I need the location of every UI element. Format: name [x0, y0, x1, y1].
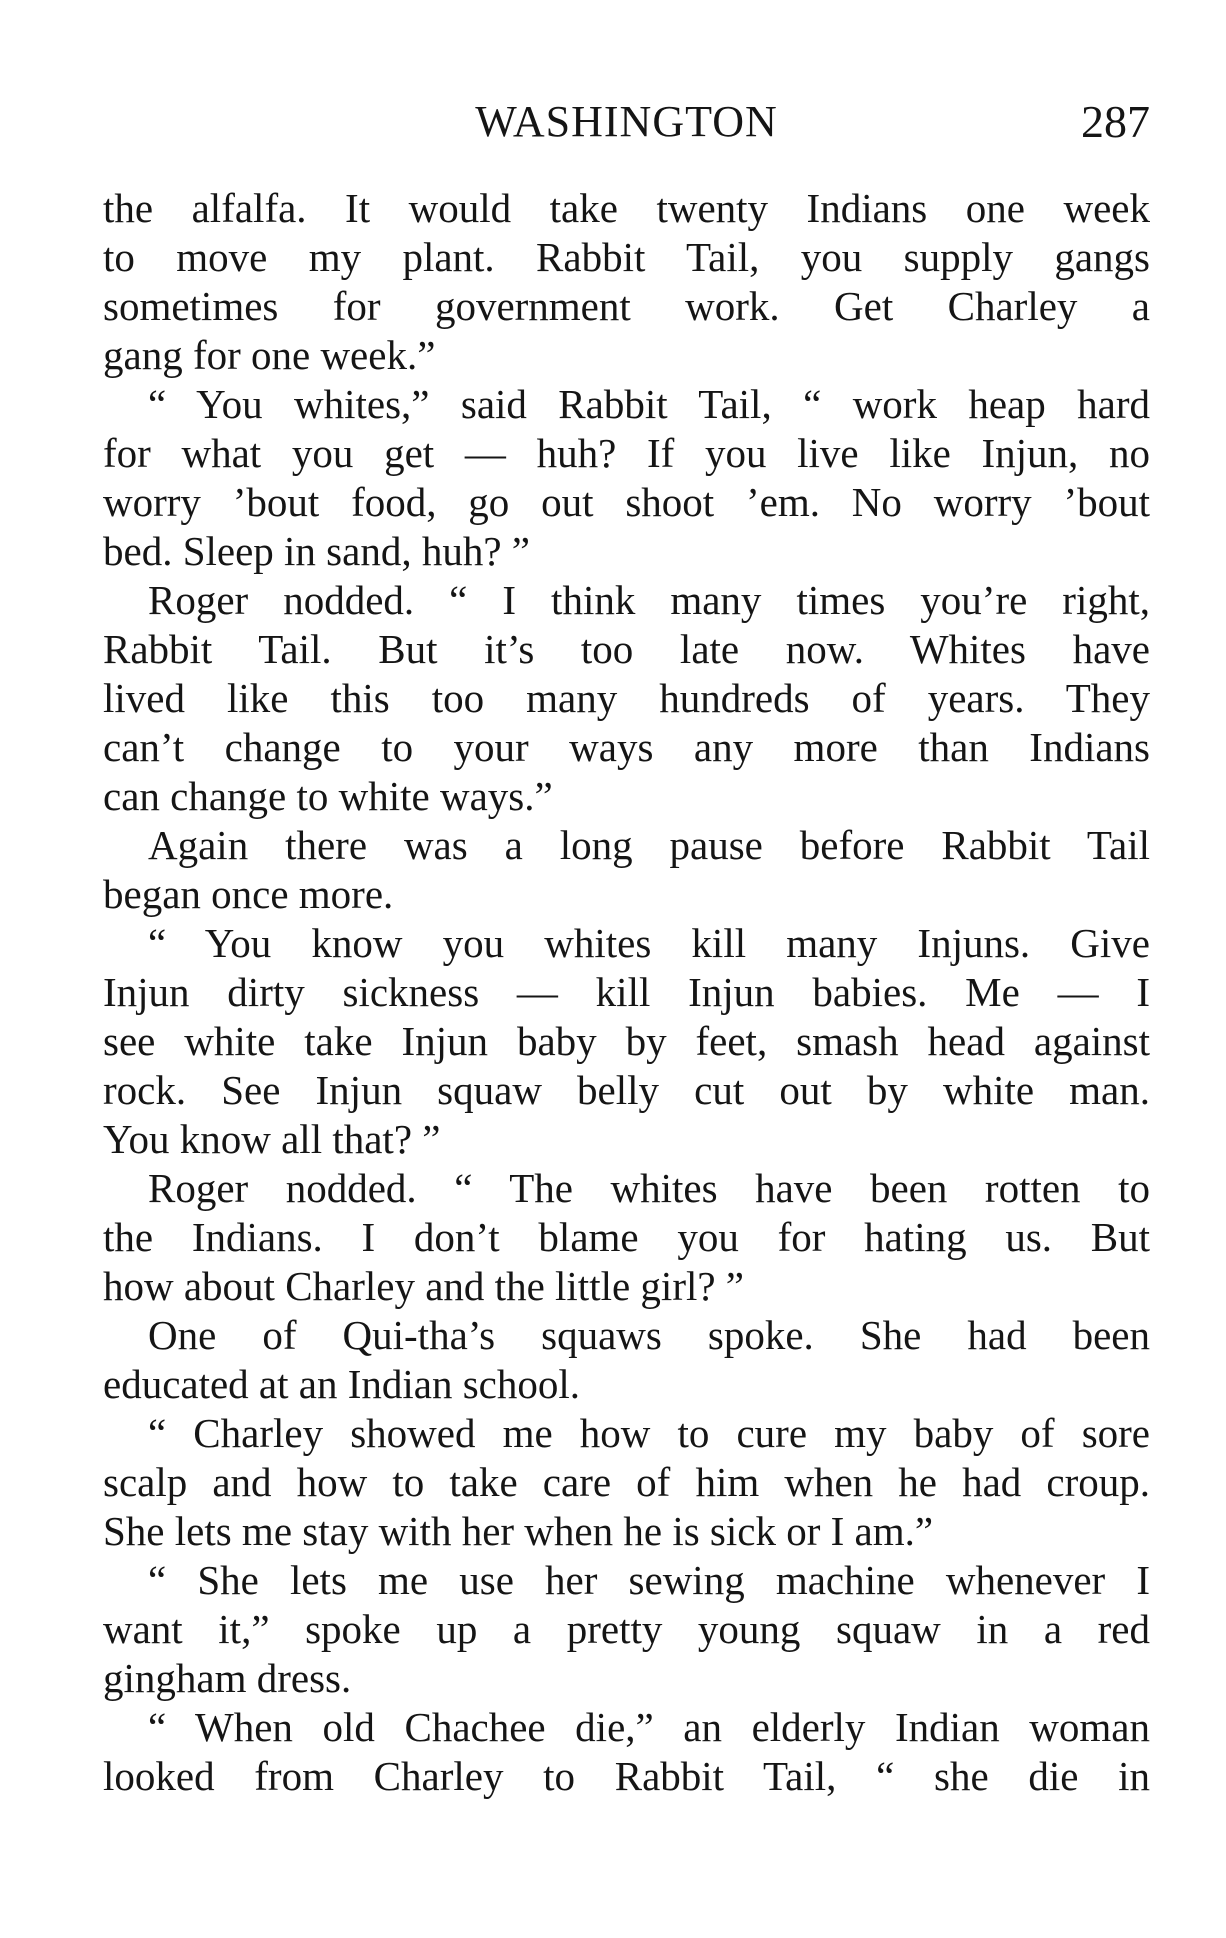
text-line: “ You know you whites kill many Injuns. Give	[148, 920, 1150, 966]
text-line: She lets me stay with her when he is sick or I am.”	[103, 1508, 934, 1554]
text-line: can change to white ways.”	[103, 773, 553, 819]
text-line: lived like this too many hundreds of years. They	[103, 675, 1150, 721]
text-line: sometimes for government work. Get Charley a	[103, 283, 1150, 329]
page-header	[103, 92, 1150, 152]
text-line: see white take Injun baby by feet, smash head against	[103, 1018, 1150, 1064]
text-line: began once more.	[103, 871, 394, 917]
text-line: the alfalfa. It would take twenty Indians one week	[103, 185, 1150, 231]
text-line: for what you get — huh? If you live like Injun, no	[103, 430, 1150, 476]
text-line: “ Charley showed me how to cure my baby of sore	[148, 1410, 1150, 1456]
text-line: Roger nodded. “ The whites have been rotten to	[148, 1165, 1150, 1211]
body-text	[103, 184, 1150, 1801]
text-line: “ She lets me use her sewing machine whenever I	[148, 1557, 1150, 1603]
text-line: Roger nodded. “ I think many times you’re right,	[148, 577, 1150, 623]
text-line: Again there was a long pause before Rabbit Tail	[148, 822, 1150, 868]
text-line: can’t change to your ways any more than Indians	[103, 724, 1150, 770]
text-line: “ When old Chachee die,” an elderly Indian woman	[148, 1704, 1150, 1750]
text-line: Rabbit Tail. But it’s too late now. Whites have	[103, 626, 1150, 672]
text-line: educated at an Indian school.	[103, 1361, 581, 1407]
running-title: WASHINGTON	[475, 97, 778, 146]
text-line: scalp and how to take care of him when he had croup.	[103, 1459, 1150, 1505]
text-line: looked from Charley to Rabbit Tail, “ she die in	[103, 1753, 1150, 1799]
text-line: rock. See Injun squaw belly cut out by white man.	[103, 1067, 1150, 1113]
text-line: the Indians. I don’t blame you for hating us. But	[103, 1214, 1150, 1260]
text-line: Injun dirty sickness — kill Injun babies. Me — I	[103, 969, 1150, 1015]
text-line: gingham dress.	[103, 1655, 352, 1701]
text-line: want it,” spoke up a pretty young squaw in a red	[103, 1606, 1150, 1652]
text-line: to move my plant. Rabbit Tail, you supply gangs	[103, 234, 1150, 280]
text-line: bed. Sleep in sand, huh? ”	[103, 528, 530, 574]
text-line: “ You whites,” said Rabbit Tail, “ work heap hard	[148, 381, 1150, 427]
text-line: gang for one week.”	[103, 332, 436, 378]
page-number: 287	[1081, 96, 1150, 147]
text-line: how about Charley and the little girl? ”	[103, 1263, 745, 1309]
text-line: One of Qui-tha’s squaws spoke. She had been	[148, 1312, 1150, 1358]
text-line: worry ’bout food, go out shoot ’em. No worry ’bout	[103, 479, 1150, 525]
text-line: You know all that? ”	[103, 1116, 441, 1162]
